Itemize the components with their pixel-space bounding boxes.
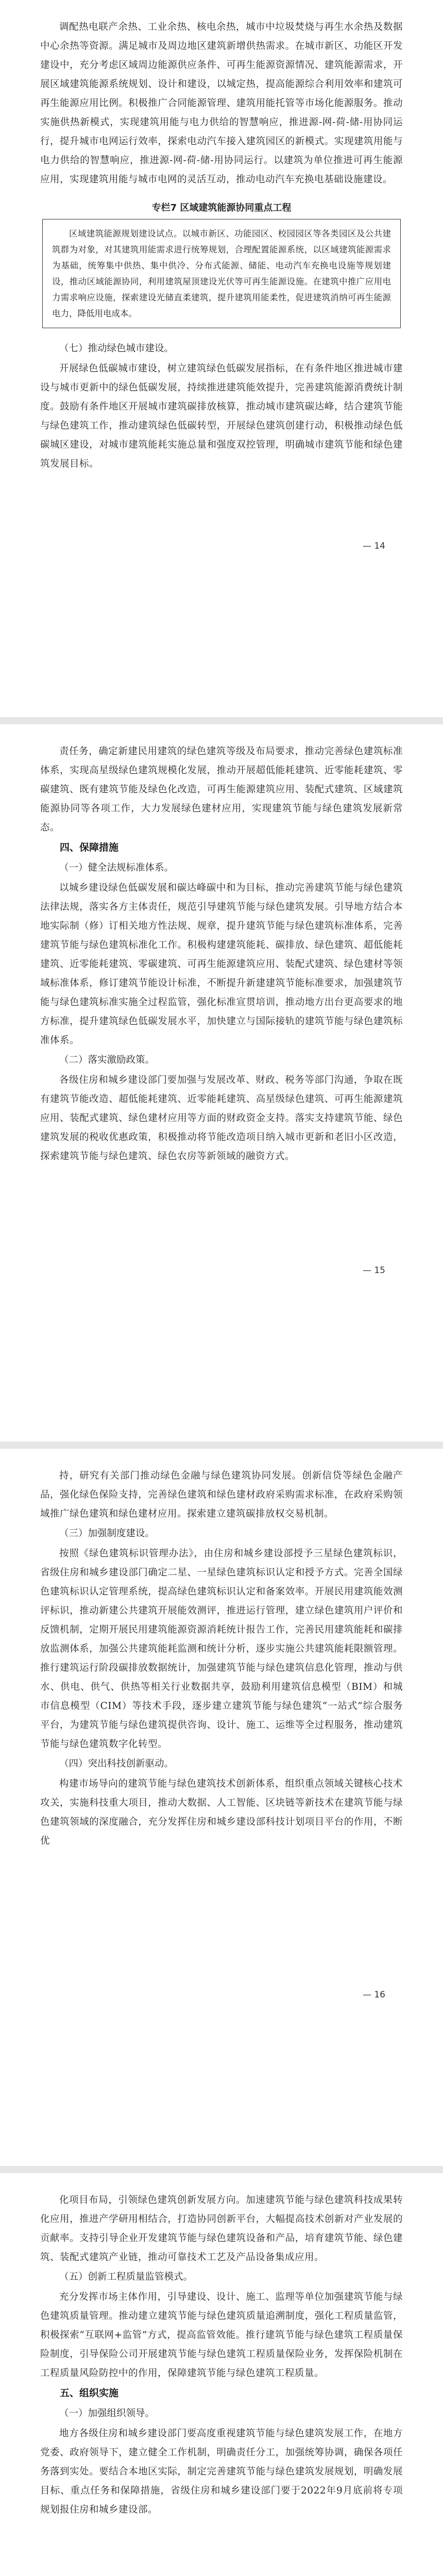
section-heading: 四、保障措施: [60, 842, 119, 853]
section-subheading: （五）创新工程质量监管模式。: [59, 2272, 193, 2282]
paragraph: 按照《绿色建筑标识管理办法》，由住房和城乡建设部授予三星绿色建筑标识，省级住房和城乡建设部门确定二星、一星绿色建筑标识认定和授予方式。完善全国绿色建筑标识认定管理系统，提高绿色建筑标识认定和备案效率。开展民用建筑能效测评标识，推动新建公共建筑开展能效测评，推进运行管理，建立绿色建筑用户评价和反馈机制，定期开展民用建筑能源资源消耗统计报告工作，完善民用建筑能耗和碳排放监测体系，加强公共建筑能耗监测和统计分析，逐步实施公共建筑能耗限额管理。推行建筑运行阶段碳排放数据统计，加强建筑节能与绿色建筑信息化管理，推动与供水、供电、供气、供热等相关行业数据共享，鼓励利用建筑信息模型（BIM）和城市信息模型（CIM）等技术手段，逐步建立建筑节能与绿色建筑“一站式”综合服务平台，为建筑节能与绿色建筑提供咨询、设计、施工、运维等全过程服务，推动建筑节能与绿色建筑数字化转型。: [40, 1548, 403, 1750]
section-subheading: （一）健全法规标准体系。: [59, 862, 174, 873]
paragraph: 责任务，确定新建民用建筑的绿色建筑等级及布局要求，推动完善绿色建筑标准体系，实现高星级绿色建筑规模化发展，推动开展超低能耗建筑、近零能耗建筑、零碳建筑、既有建筑节能及绿色化改造，可再生能源建筑应用、装配式建筑、区域建筑能源协同等各项工作，大力发展绿色建材应用，实现建筑节能与绿色建筑发展新常态。: [40, 746, 403, 833]
document-page-4: [0, 2173, 443, 2576]
page-number: — 16: [362, 1990, 385, 2000]
section-subheading: （二）落实激励政策。: [59, 1055, 155, 1065]
paragraph: 持，研究有关部门推动绿色金融与绿色建筑协同发展。创新信贷等绿色金融产品，强化绿色保险支持，完善绿色建筑和绿色建材政府采购需求标准，在政府采购领域推广绿色建筑和绿色建材应用。探索建立建筑碳排放权交易机制。: [40, 1470, 403, 1519]
page-number: — 15: [362, 1265, 385, 1276]
document-page-2: [0, 724, 443, 1442]
section-subheading: （三）加强制度建设。: [59, 1528, 155, 1539]
page-break-gap: [40, 2519, 403, 2576]
paragraph: 调配热电联产余热、工业余热、核电余热，城市中垃圾焚烧与再生水余热及数据中心余热等资源。满足城市及周边地区建筑新增供热需求。在城市新区、功能区开发建设中，充分考虑区域周边能源供应条件、可再生能源资源情况、建筑能源需求，开展区域建筑能源系统规划、设计和建设，以城定热，提高能源综合利用效率和建筑可再生能源应用比例。积极推广合同能源管理、建筑用能托管等市场化能源服务。推动实施供热新模式，实现建筑用能与电力供给的智慧响应，推进源-网-荷-储-用协同运行，提升城市电网运行效率，探索电动汽车接入建筑园区的新模式。实现建筑用能与电力供给的智慧响应，推进源-网-荷-储-用协同运行。以建筑为单位推进可再生能源应用，实现建筑用能与城市电网的灵活互动，推动电动汽车充换电基础设施建设。: [40, 22, 403, 185]
paragraph: 开展绿色低碳城市建设，树立建筑绿色低碳发展指标，在有条件地区推进城市建设与城市更新中的绿色低碳发展，持续推进建筑能效提升，完善建筑能源消费统计制度。鼓励有条件地区开展城市建筑碳排放核算，推动城市建筑碳达峰，结合建筑节能与绿色建筑工作，推动建筑绿色低碳转型，开展绿色建筑创建行动，积极推动绿色低碳城区建设，对城市建筑能耗实施总量和强度双控管理，明确城市建筑节能和绿色建筑发展目标。: [40, 363, 403, 469]
paragraph: 构建市场导向的建筑节能与绿色建筑技术创新体系，组织重点领域关键核心技术攻关，实施科技重大项目，推动大数据、人工智能、区块链等新技术在建筑节能与绿色建筑领域的深度融合，充分发挥住房和城乡建设部科技计划项目平台的作用，不断优: [40, 1778, 403, 1846]
section-subheading: （一）加强组织领导。: [59, 2408, 155, 2419]
paragraph: 地方各级住房和城乡建设部门要高度重视建筑节能与绿色建筑发展工作，在地方党委、政府领导下，建立健全工作机制，明确责任分工，加强统筹协调，确保各项任务落到实处。要结合本地区实际，制定完善建筑节能与绿色建筑发展规划，明确发展目标、重点任务和保障措施，省级住房和城乡建设部门要于2022年9月底前将专项规划报住房和城乡建设部。: [40, 2428, 403, 2515]
document-page-3: [0, 1449, 443, 2166]
page-number: — 14: [362, 541, 385, 551]
column-box: [42, 219, 401, 328]
paragraph: 化项目布局，引领绿色建筑创新发展方向。加速建筑节能与绿色建筑科技成果转化应用，推进产学研用相结合，打造协同创新平台，大幅提高技术创新对产业发展的贡献率。支持引导企业开发建筑节能与绿色建筑设备和产品，培育建筑节能、绿色建筑、装配式建筑产业链，推动可靠技术工艺及产品设备集成应用。: [40, 2195, 403, 2263]
paragraph: 以城乡建设绿色低碳发展和碳达峰碳中和为目标，推动完善建筑节能与绿色建筑法律法规，落实各方主体责任，规范引导建筑节能与绿色建筑发展。引导地方结合本地实际制（修）订相关地方性法规、规章，提升建筑节能与绿色建筑标准体系，完善建筑节能与绿色建筑标准化工作。积极构建建筑能耗、碳排放、绿色建筑、超低能耗建筑、近零能耗建筑、零碳建筑、可再生能源建筑应用、装配式建筑、绿色建材等领域标准体系，修订建筑节能设计标准，不断提升新建建筑节能标准要求，加强建筑节能与绿色建筑标准实施全过程监管，强化标准宣贯培训，推动地方出台更高要求的地方标准，提升建筑绿色低碳发展水平，加快建立与国际接轨的建筑节能与绿色建筑标准体系。: [40, 883, 403, 1046]
section-heading: 五、组织实施: [60, 2387, 119, 2399]
section-subheading: （四）突出科技创新驱动。: [59, 1758, 174, 1769]
section-subheading: （七）推动绿色城市建设。: [59, 343, 174, 354]
paragraph: 充分发挥市场主体作用，引导建设、设计、施工、监理等单位加强建筑节能与绿色建筑质量管理。推动建立建筑节能与绿色建筑质量追溯制度，强化工程质量监管，积极探索“互联网+监管”方式，提高监管效能。推行建筑节能与绿色建筑工程质量保险制度，引导保险公司开展建筑节能与绿色建筑工程质量保险业务，发挥保险机制在工程质量风险防控中的作用，保障建筑节能与绿色建筑工程质量。: [40, 2292, 403, 2379]
column-box-text: 区域建筑能源规划建设试点。以城市新区、功能园区、校园园区等各类园区及公共建筑群为对象，对其建筑用能需求进行统筹规划，合理配置能源系统，以区域建筑能源需求为基础，统筹集中供热、集中供冷、分布式能源、储能、电动汽车充换电设施等规划建设，推动区域能源协同，利用建筑屋顶建设光伏等可再生能源设施。在建筑中推广应用电力需求响应设施，探索建设光储直柔建筑，提升建筑用能柔性，促进建筑消纳可再生能源电力，降低用电成本。: [52, 229, 391, 318]
paragraph: 各级住房和城乡建设部门要加强与发展改革、财政、税务等部门沟通，争取在既有建筑节能改造、超低能耗建筑、近零能耗建筑、高星级绿色建筑、可再生能源建筑应用、装配式建筑、绿色建材应用等方面的财政资金支持。落实支持建筑节能、绿色建筑发展的税收优惠政策，积极推动将节能改造项目纳入城市更新和老旧小区改造，探索建筑节能与绿色建筑、绿色农房等新领域的融资方式。: [40, 1075, 403, 1162]
document-page-1: [0, 0, 443, 717]
column-box-title: 专栏7 区域建筑能源协同重点工程: [151, 202, 292, 213]
